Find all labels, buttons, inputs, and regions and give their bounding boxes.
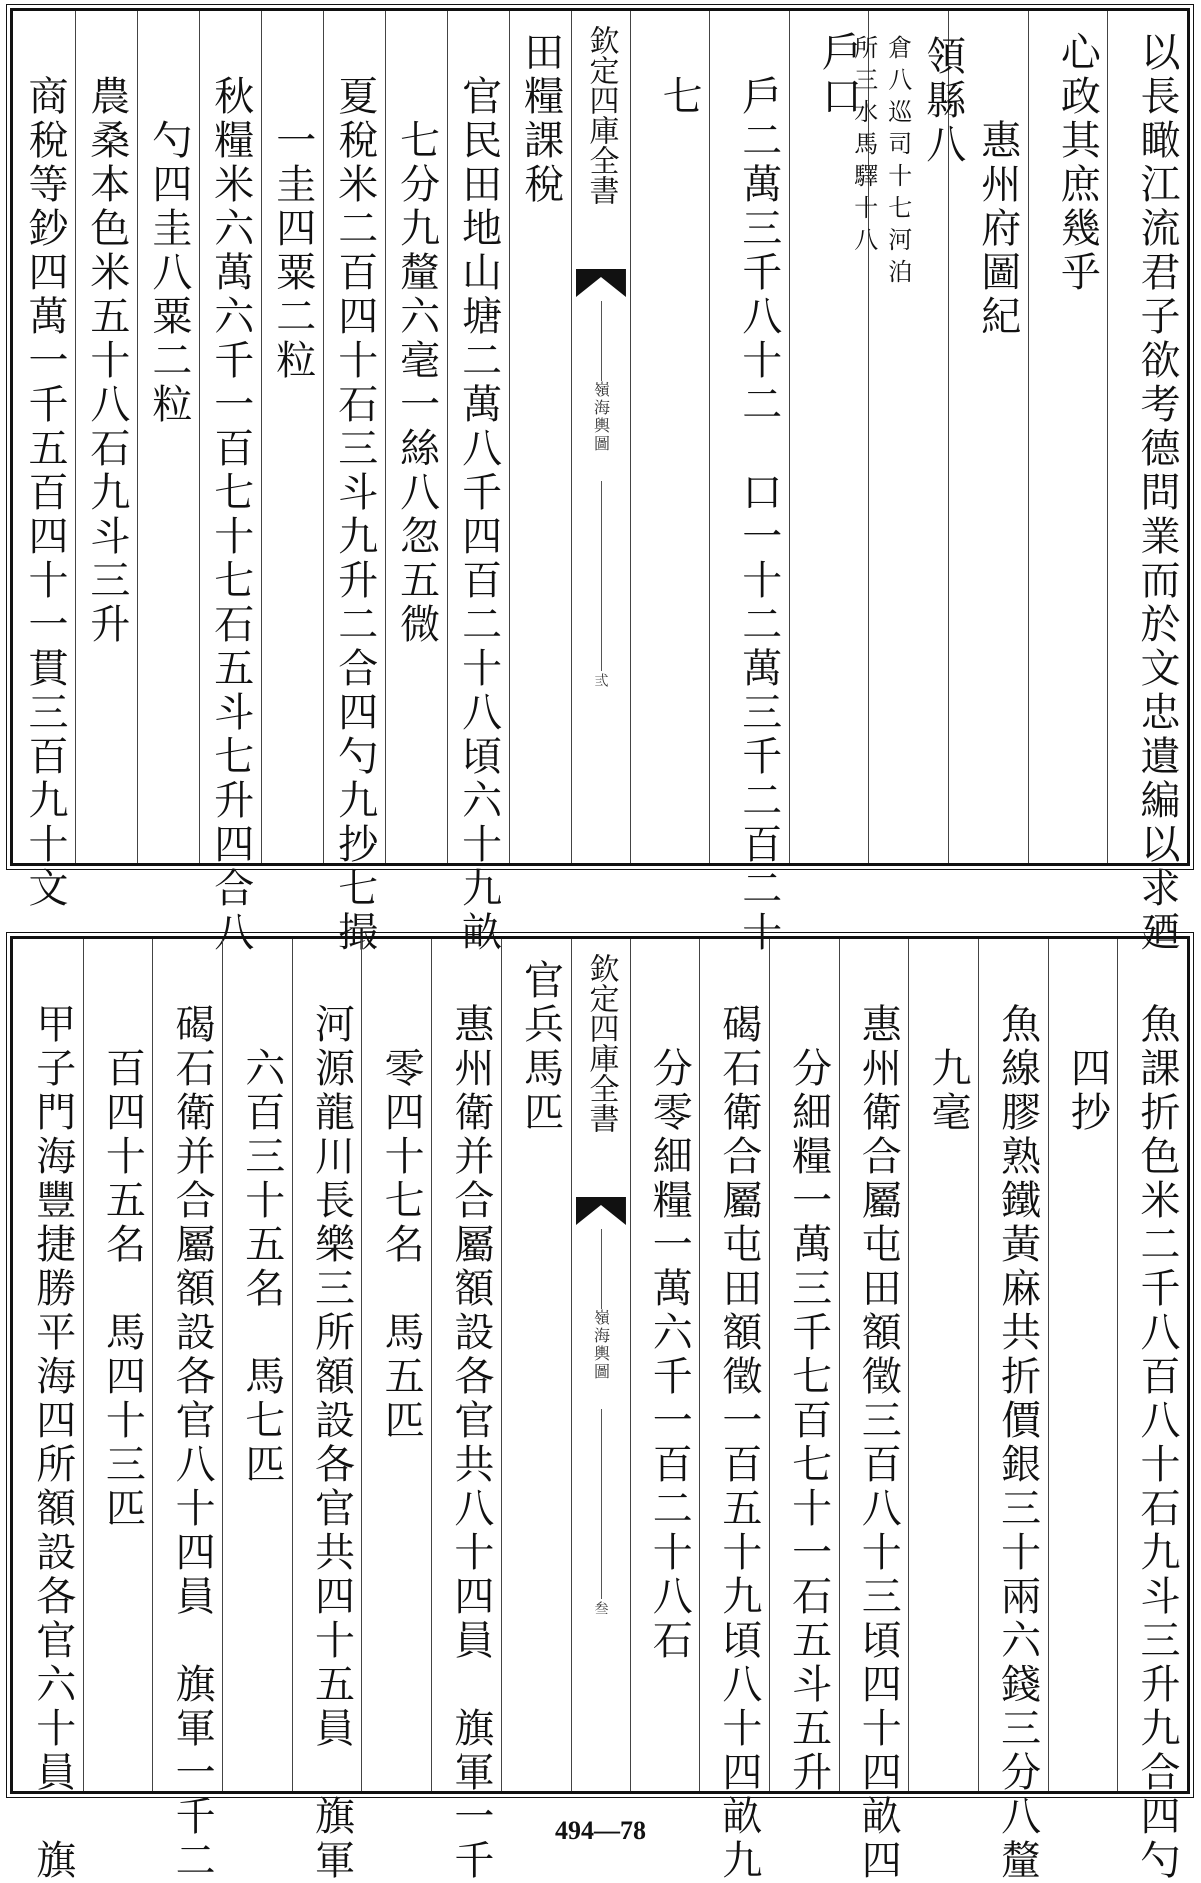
- collection-title: 欽定四庫全書: [583, 953, 619, 1133]
- collection-title: 欽定四庫全書: [583, 25, 619, 205]
- text-column: [261, 11, 323, 863]
- center-spine: [571, 939, 630, 1791]
- column-text: 惠州衛合屬屯田額徵三百八十三頃四十四畝四: [855, 1003, 902, 1883]
- text-column: [1048, 939, 1118, 1791]
- column-text: 河源龍川長樂三所額設各官共四十五員 旗軍: [308, 1003, 355, 1883]
- annotation-line-1: 倉八巡司十七河泊: [883, 35, 912, 291]
- column-text: 分零細糧一萬六千一百二十八石: [646, 1047, 693, 1663]
- text-column: [978, 939, 1048, 1883]
- text-column: [630, 11, 710, 863]
- text-column: [1028, 11, 1108, 863]
- column-text: 魚課折色米二千八百八十石九斗三升九合四勺: [1134, 1003, 1180, 1883]
- text-column: [908, 939, 978, 1791]
- text-column: [431, 939, 501, 1883]
- column-text: 戶二萬三千八十二 口一十二萬三千二百二十: [735, 75, 782, 955]
- fish-tail-mark-icon: [576, 1197, 626, 1225]
- text-column: [13, 11, 75, 911]
- text-column: [789, 11, 869, 863]
- center-spine: [571, 11, 630, 863]
- column-text: 田糧課稅: [517, 31, 564, 207]
- column-text: 戶口: [815, 31, 862, 119]
- column-text: 勺四圭八粟二粒: [145, 119, 192, 427]
- text-column: [361, 939, 431, 1791]
- text-column: [849, 11, 966, 863]
- column-text: 以長瞰江流君子欲考德問業而於文忠遺編以求廼: [1134, 31, 1180, 955]
- column-text: 百四十五名 馬四十三匹: [99, 1047, 146, 1531]
- main-text: 領縣八: [919, 35, 966, 167]
- text-column: [769, 939, 839, 1795]
- fish-tail-mark-icon: [576, 269, 626, 297]
- text-column: [323, 11, 385, 955]
- text-column: [222, 939, 292, 1791]
- text-column: [447, 11, 509, 955]
- column-text: 分細糧一萬三千七百七十一石五斗五升: [785, 1047, 832, 1795]
- column-text: 九毫: [924, 1047, 971, 1135]
- column-text: 四抄: [1064, 1047, 1111, 1135]
- page-number: 494—78: [555, 1816, 646, 1845]
- text-column: [385, 11, 447, 863]
- text-column: [83, 939, 153, 1791]
- annotation-line-2: 所三水馬驛十八: [849, 35, 878, 259]
- text-column: [839, 939, 909, 1883]
- text-column: [75, 11, 137, 863]
- top-page: [10, 8, 1190, 955]
- column-text: 惠州府圖紀: [974, 119, 1021, 339]
- column-text: 官兵馬匹: [517, 959, 564, 1135]
- folio-number: 叁: [592, 1601, 609, 1615]
- text-column: [13, 939, 83, 1883]
- column-text: 七: [656, 75, 703, 119]
- text-column: [199, 11, 261, 955]
- text-column: [630, 939, 700, 1791]
- column-text: 魚線膠熟鐵黃麻共折價銀三十兩六錢三分八釐: [994, 1003, 1041, 1883]
- text-column: [1107, 11, 1187, 955]
- column-text: 商稅等鈔四萬一千五百四十一貫三百九十文: [21, 75, 68, 911]
- column-text: 六百三十五名 馬七匹: [238, 1047, 285, 1487]
- text-column: [1117, 939, 1187, 1883]
- book-title: 嶺海輿圖: [591, 381, 611, 453]
- column-text: 碣石衛并合屬額設各官八十四員 旗軍一千二: [169, 1003, 216, 1883]
- book-title: 嶺海輿圖: [591, 1309, 611, 1381]
- text-column: [509, 11, 571, 863]
- column-text: 農桑本色米五十八石九斗三升: [83, 75, 130, 647]
- column-text: 七分九釐六毫一絲八忽五微: [393, 119, 440, 647]
- column-text: 夏稅米二百四十石三斗九升二合四勺九抄七撮: [331, 75, 378, 955]
- text-column: [152, 939, 222, 1883]
- column-text: 惠州衛并合屬額設各官共八十四員 旗軍一千: [447, 1003, 494, 1883]
- text-column: [699, 939, 769, 1883]
- annotated-line: [849, 35, 966, 291]
- column-text: 一圭四粟二粒: [269, 119, 316, 383]
- column-text: 心政其庶幾乎: [1054, 31, 1101, 295]
- top-columns: [13, 11, 1187, 955]
- text-column: [501, 939, 571, 1791]
- column-text: 甲子門海豐捷勝平海四所額設各官六十員 旗: [29, 1003, 76, 1883]
- column-text: 零四十七名 馬五匹: [378, 1047, 425, 1443]
- column-text: 秋糧米六萬六千一百七十七石五斗七升四合八: [207, 75, 254, 955]
- column-text: 碣石衛合屬屯田額徵一百五十九頃八十四畝九: [715, 1003, 762, 1883]
- text-column: [709, 11, 789, 955]
- column-text: 官民田地山塘二萬八千四百二十八頃六十九畝: [455, 75, 502, 955]
- text-column: [137, 11, 199, 863]
- text-column: [292, 939, 362, 1883]
- folio-number: 弎: [592, 673, 609, 687]
